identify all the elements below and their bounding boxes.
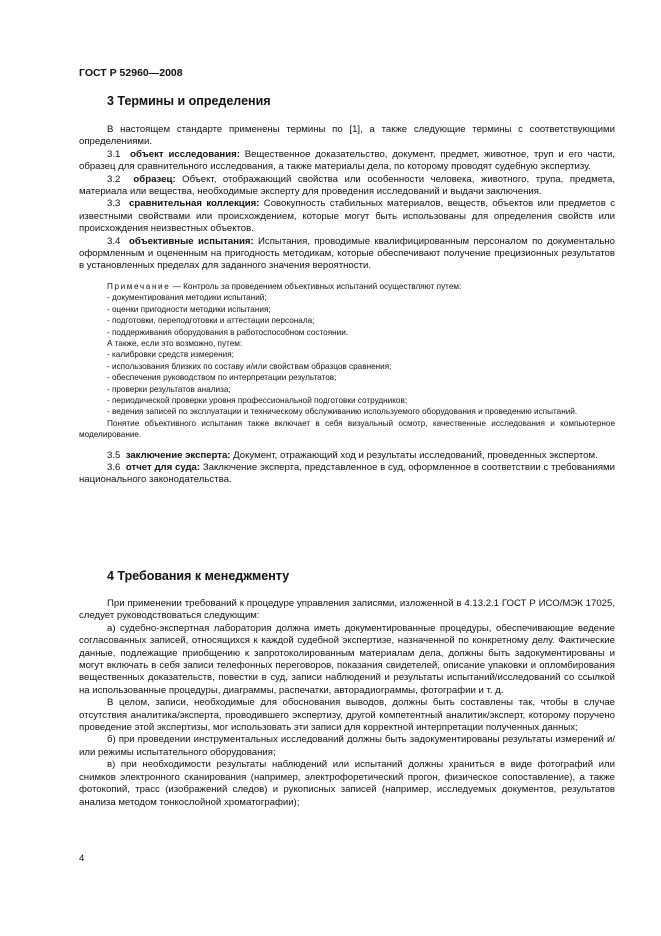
section-3-title: 3 Термины и определения <box>107 94 271 108</box>
note-item: - ведения записей по эксплуатации и техническому обслуживанию используемого оборудования и проведению испытаний. <box>107 407 578 417</box>
term-3-3: 3.3 сравнительная коллекция: Совокупность стабильных материалов, веществ, объектов или предметов с известными свойствами или происхождением, которые могут быть использованы для определения свойств или происхождения неизвестных объектов. <box>79 198 615 235</box>
term-3-4: 3.4 объективные испытания: Испытания, проводимые квалифицированным персоналом по документально оформленным и оцененным на пригодность методикам, которые обеспечивают получение прецизионных результатов в установленных пределах для заданного значения вероятности. <box>79 235 615 272</box>
note-item: - подготовки, переподготовки и аттестации персонала; <box>107 316 315 326</box>
term-3-2: 3.2 образец: Объект, отображающий свойства или особенности человека, животного, трупа, предмета, материала или вещества, необходимые эксперту для проведения исследований и выдачи заключения. <box>79 173 615 198</box>
document-id: ГОСТ Р 52960—2008 <box>79 67 183 79</box>
paragraph: в) при необходимости результаты наблюдений или испытаний должны храниться в виде фотографий или снимков электронного сканирования (например, электрофоретический прогон, физическое сопоставление), а также фотокопий, трасс (изображений следов) и рукописных записей (например, исследуемых документов, результатов анализа методом тонкослойной хроматографии); <box>79 759 615 808</box>
paragraph: При применении требований к процедуре управления записями, изложенной в 4.13.2.1 ГОСТ Р ИСО/МЭК 17025, следует руководствоваться следующим: <box>79 598 615 622</box>
note-also: А также, если это возможно, путем: <box>107 338 243 348</box>
note-item: - оценки пригодности методики испытания; <box>107 304 271 314</box>
term-3-1: 3.1 объект исследования: Вещественное доказательство, документ, предмет, животное, труп и его части, образец для сравнительного исследования, а также материалы дела, по которому проводят судебную экспертизу. <box>79 148 615 173</box>
section-3-content <box>79 124 615 487</box>
note-item: - документирования методики испытаний; <box>107 293 267 303</box>
section-4-content <box>79 598 615 809</box>
note-item: - обеспечения руководством по интерпретации результатов; <box>107 373 337 383</box>
note-block <box>79 281 615 441</box>
note-item: - поддерживания оборудования в работоспособном состоянии. <box>107 327 349 337</box>
terms-continued <box>79 450 615 487</box>
term-3-6: 3.6 отчет для суда: Заключение эксперта, представленное в суд, оформленное в соответствии с требованиями национального законодательства. <box>79 461 615 486</box>
note-item: - периодической проверки уровня профессиональной подготовки сотрудников; <box>107 395 408 405</box>
note-label: Примечание <box>107 281 171 291</box>
term-3-5: 3.5 заключение эксперта: Документ, отражающий ход и результаты исследований, проведенных экспертом. <box>107 449 598 461</box>
note-item: - калибровки средств измерения; <box>107 350 234 360</box>
paragraph: б) при проведении инструментальных исследований должны быть задокументированы результаты измерений и/или режимы испытательного оборудования; <box>79 734 615 758</box>
note-intro: Примечание — Контроль за проведением объективных испытаний осуществляют путем: <box>107 281 462 291</box>
section-4-title: 4 Требования к менеджменту <box>107 569 290 583</box>
note-item: - использования близких по составу и/или свойствам образцов сравнения; <box>107 361 392 371</box>
paragraph: а) судебно-экспертная лаборатория должна иметь документированные процедуры, обеспечивающие ведение согласованных записей, относящихся к каждой судебной экспертизе, назначенной по конкретному делу. Фактические данные, подлежащие приобщению к запротоколированным материалам дела, должны быть задокументированы и могут включать в себя записи телефонных переговоров, показания свидетелей, описание упаковки и опломбирования вещественных доказательств, повестки в суд, записи наблюдений и результаты испытаний/исследований со ссылкой на использованные процедуры, диаграммы, распечатки, авторадиограммы, фотографии и т. д. <box>79 622 615 696</box>
paragraph: В целом, записи, необходимые для обоснования выводов, должны быть составлены так, чтобы в случае отсутствия аналитика/эксперта, проводившего экспертизу, другой компетентный аналитик/эксперт, которому поручено проведение этой экспертизы, мог использовать эти записи для корректной интерпретации полученных данных; <box>79 697 615 734</box>
section-3-intro: В настоящем стандарте применены термины по [1], а также следующие термины с соответствующими определениями. <box>79 124 615 148</box>
page-number: 4 <box>79 853 85 864</box>
note-closing: Понятие объективного испытания также включает в себя визуальный осмотр, качественные исследования и компьютерное моделирование. <box>79 418 615 440</box>
note-item: - проверки результатов анализа; <box>107 384 231 394</box>
